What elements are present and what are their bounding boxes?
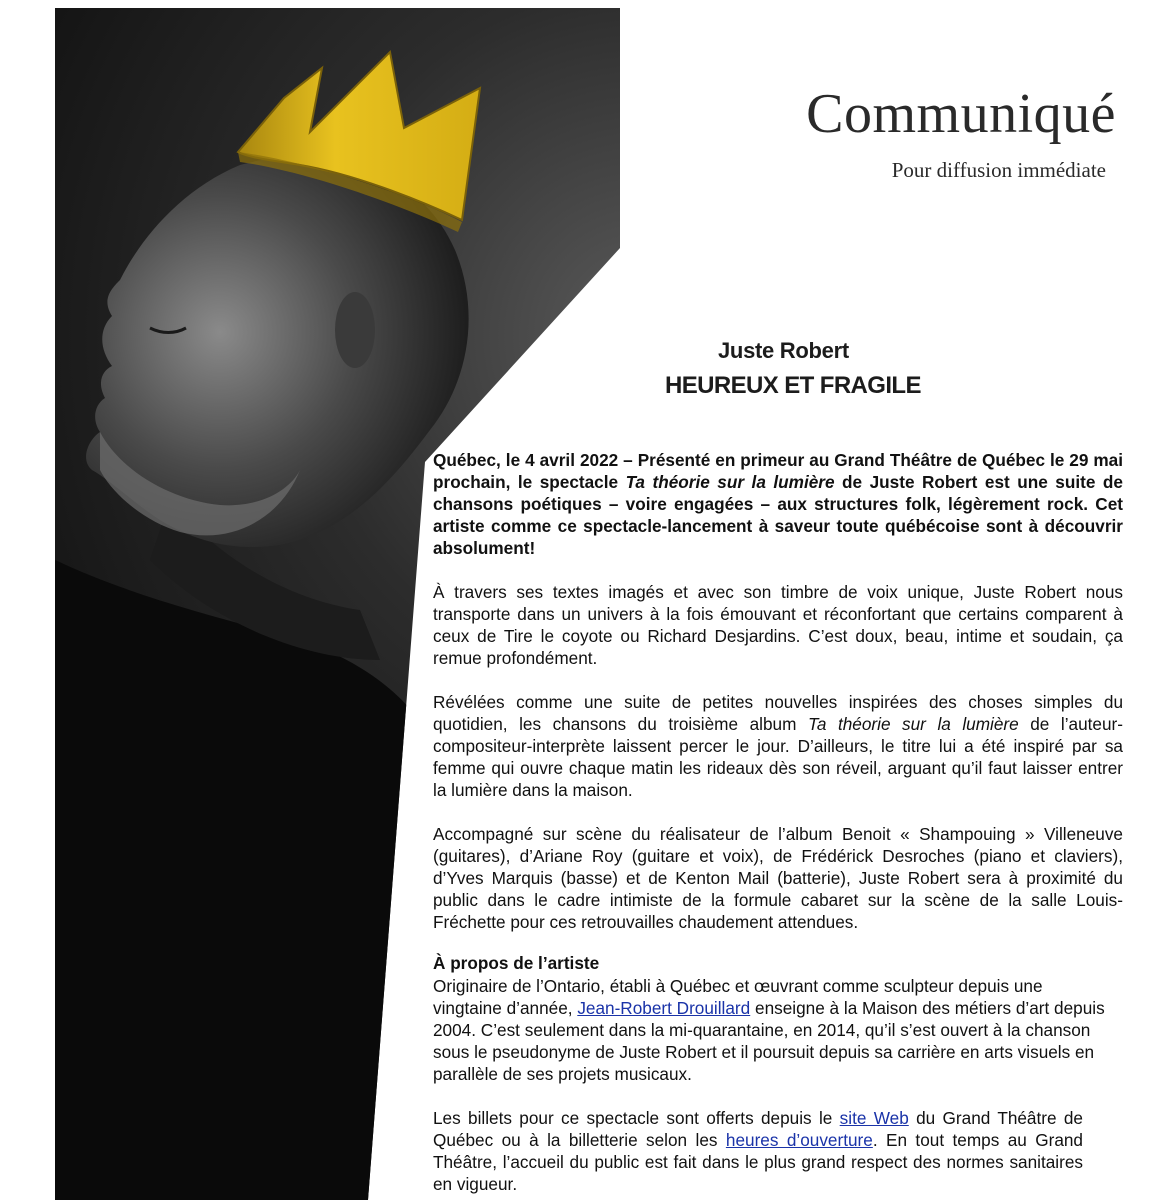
paragraph-voice: À travers ses textes imagés et avec son timbre de voix unique, Juste Robert nous transporte dans un univers à la fois émouvant et réconfortant que certains comparent à ceux de Tire le coyote ou Richard Desjardins. C’est doux, beau, intime et soudain, ça remue profondément. xyxy=(433,582,1123,668)
tickets-paragraph xyxy=(433,1107,1083,1195)
album-title: Ta théorie sur la lumière xyxy=(807,714,1019,734)
lead-text-2: de Juste Robert est une suite de chansons poétiques – voire engagées – aux structures folk, légèrement rock. Cet artiste comme ce spectacle-lancement à saveur toute québécoise sont à découvrir absolument! xyxy=(433,472,1123,558)
tickets-text-1: Les billets pour ce spectacle sont offerts depuis le xyxy=(433,1108,840,1128)
paragraph-album xyxy=(433,691,1123,801)
header-subtitle: Pour diffusion immédiate xyxy=(891,158,1106,182)
opening-hours-link[interactable]: heures d’ouverture xyxy=(725,1130,873,1150)
album-title: Ta théorie sur la lumière xyxy=(625,472,835,492)
lead-text-1: Québec, le 4 avril 2022 – Présenté en primeur au Grand Théâtre de Québec le 29 mai prochain, le spectacle xyxy=(433,450,1123,492)
show-title: HEUREUX ET FRAGILE xyxy=(665,372,921,399)
paragraph-album-text-2: de l’auteur-compositeur-interprète laissent percer le jour. D’ailleurs, le titre lui a été inspiré par sa femme qui ouvre chaque matin les rideaux dès son réveil, arguant qu’il faut laisser entrer la lumière dans la maison. xyxy=(433,714,1123,800)
artist-link[interactable]: Jean-Robert Drouillard xyxy=(577,998,751,1018)
about-heading: À propos de l’artiste xyxy=(433,953,600,973)
paragraph-musicians: Accompagné sur scène du réalisateur de l’album Benoit « Shampouing » Villeneuve (guitares), d’Ariane Roy (guitare et voix), de Frédérick Desroches (piano et claviers), d’Yves Marquis (basse) et de Kenton Mail (batterie), Juste Robert sera à proximité du public dans le cadre intimiste de la formule cabaret sur la scène de la salle Louis-Fréchette pour ces retrouvailles chaudement attendues. xyxy=(433,824,1123,932)
paragraph-album-text-1: Révélées comme une suite de petites nouvelles inspirées des choses simples du quotidien, les chansons du troisième album xyxy=(433,692,1123,734)
website-link[interactable]: site Web xyxy=(839,1108,909,1128)
about-text-2: enseigne à la Maison des métiers d’art depuis 2004. C’est seulement dans la mi-quarantaine, en 2014, qu’il s’est ouvert à la chanson sous le pseudonyme de Juste Robert et il poursuit depuis sa carrière en arts visuels en parallèle de ses projets musicaux. xyxy=(433,998,1105,1084)
header-title: Communiqué xyxy=(806,83,1116,145)
artist-name: Juste Robert xyxy=(718,338,849,363)
lead-paragraph xyxy=(433,449,1123,559)
about-paragraph xyxy=(433,975,1113,1085)
tickets-text-3: . En tout temps au Grand Théâtre, l’accueil du public est fait dans le plus grand respect des normes sanitaires en vigueur. xyxy=(433,1130,1083,1194)
tickets-text-2: du Grand Théâtre de Québec ou à la billetterie selon les xyxy=(433,1108,1083,1150)
about-text-1: Originaire de l’Ontario, établi à Québec et œuvrant comme sculpteur depuis une vingtaine d’année, xyxy=(433,976,1043,1018)
